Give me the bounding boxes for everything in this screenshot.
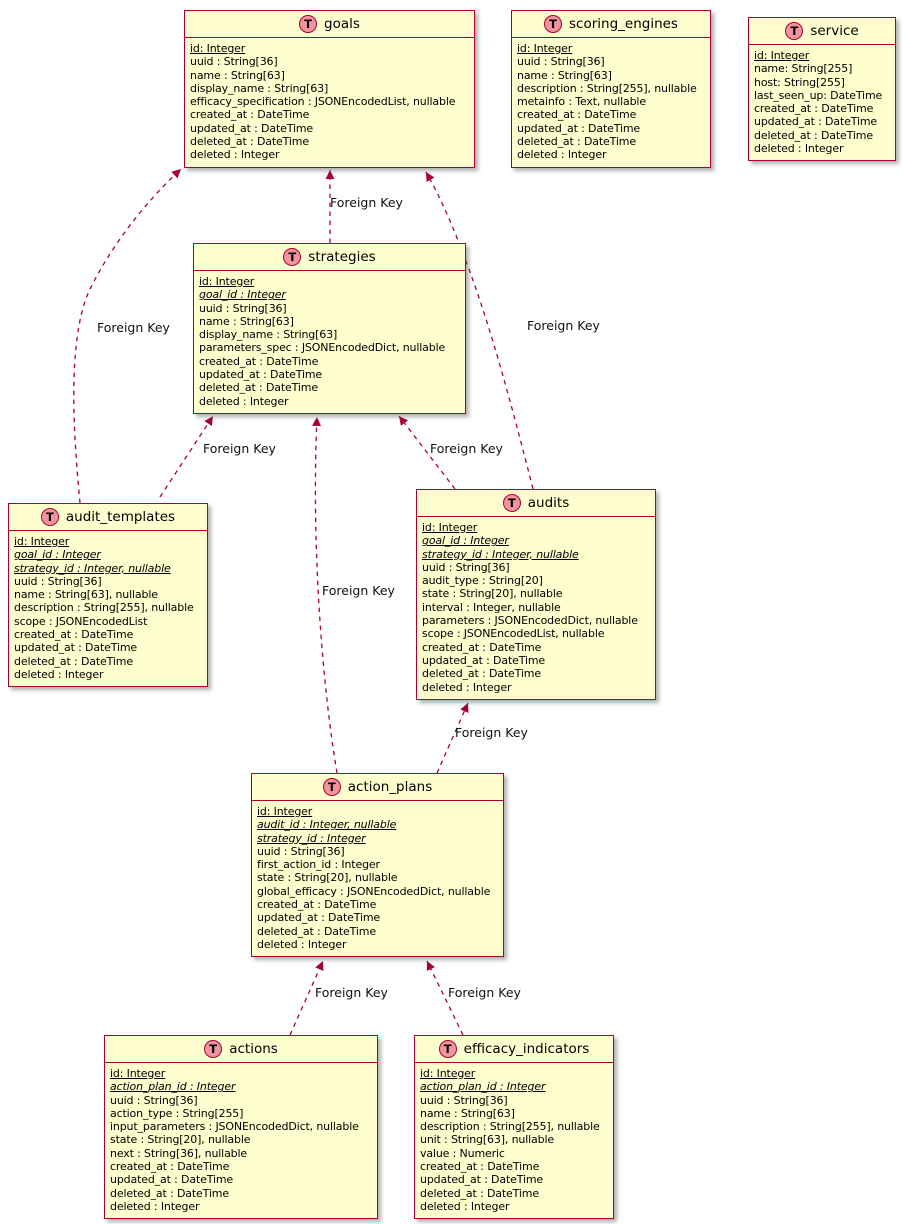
table-fields — [252, 801, 503, 956]
table-title: scoring_engines — [569, 16, 678, 32]
table-type-icon: T — [503, 494, 521, 512]
table-audit_templates — [8, 503, 208, 687]
field-row: unit : String[63], nullable — [420, 1133, 554, 1147]
table-title: strategies — [308, 249, 376, 265]
field-row: display_name : String[63] — [199, 328, 338, 342]
table-fields — [749, 45, 895, 160]
table-actions — [104, 1035, 378, 1219]
table-fields — [417, 517, 655, 699]
table-title: action_plans — [347, 779, 433, 795]
fk-label-efficacy_indicators-to-action_plans: Foreign Key — [448, 985, 521, 1000]
field-row: name : String[63], nullable — [14, 588, 158, 602]
field-row: created_at : DateTime — [110, 1160, 230, 1174]
field-row: deleted_at : DateTime — [422, 667, 541, 681]
field-row: value : Numeric — [420, 1146, 505, 1160]
field-row: created_at : DateTime — [420, 1160, 540, 1174]
field-row: strategy_id : Integer — [257, 831, 366, 845]
field-row: created_at : DateTime — [190, 108, 310, 122]
field-row: updated_at : DateTime — [422, 653, 546, 667]
table-fields — [512, 38, 710, 167]
field-row: name : String[63] — [420, 1106, 515, 1120]
table-header-audits — [417, 490, 655, 517]
field-row: uuid : String[36] — [199, 301, 287, 315]
fk-label-audits-to-strategies: Foreign Key — [430, 441, 503, 456]
field-row: deleted_at : DateTime — [754, 128, 873, 142]
fk-arrow-audit_templates-to-strategies — [160, 416, 213, 497]
table-header-strategies — [194, 244, 465, 271]
field-row: deleted : Integer — [422, 680, 512, 694]
field-row: id: Integer — [420, 1067, 476, 1080]
field-row: goal_id : Integer — [14, 548, 101, 562]
table-fields — [9, 531, 207, 686]
field-row: deleted : Integer — [199, 394, 289, 408]
field-row: strategy_id : Integer, nullable — [422, 547, 579, 561]
field-row: deleted : Integer — [754, 142, 844, 156]
table-header-action_plans — [252, 774, 503, 801]
field-row: id: Integer — [190, 42, 246, 55]
field-row: id: Integer — [14, 535, 70, 548]
table-strategies — [193, 243, 466, 414]
field-row: efficacy_specification : JSONEncodedList, nullable — [190, 95, 456, 109]
field-row: last_seen_up: DateTime — [754, 88, 883, 102]
field-row: deleted_at : DateTime — [420, 1186, 539, 1200]
field-row: created_at : DateTime — [14, 628, 134, 642]
fk-arrow-audit_templates-to-goals — [74, 169, 181, 503]
field-row: uuid : String[36] — [190, 55, 278, 69]
table-type-icon: T — [204, 1040, 222, 1058]
table-title: service — [810, 23, 859, 39]
table-header-goals — [185, 11, 474, 38]
field-row: uuid : String[36] — [422, 560, 510, 574]
field-row: updated_at : DateTime — [420, 1173, 544, 1187]
field-row: uuid : String[36] — [110, 1093, 198, 1107]
field-row: id: Integer — [257, 805, 313, 818]
field-row: name : String[63] — [199, 314, 294, 328]
field-row: deleted_at : DateTime — [190, 135, 309, 149]
field-row: created_at : DateTime — [754, 102, 874, 116]
table-fields — [415, 1063, 613, 1218]
field-row: created_at : DateTime — [422, 640, 542, 654]
field-row: id: Integer — [422, 521, 478, 534]
table-title: goals — [324, 16, 360, 32]
field-row: action_plan_id : Integer — [110, 1080, 236, 1094]
field-row: interval : Integer, nullable — [422, 600, 561, 614]
field-row: state : String[20], nullable — [110, 1133, 251, 1147]
table-header-service — [749, 18, 895, 45]
table-type-icon: T — [785, 22, 803, 40]
field-row: parameters_spec : JSONEncodedDict, nullable — [199, 341, 446, 355]
fk-label-action_plans-to-strategies: Foreign Key — [322, 583, 395, 598]
table-action_plans — [251, 773, 504, 957]
table-type-icon: T — [544, 15, 562, 33]
field-row: deleted : Integer — [517, 148, 607, 162]
fk-label-actions-to-action_plans: Foreign Key — [315, 985, 388, 1000]
field-row: state : String[20], nullable — [257, 871, 398, 885]
field-row: parameters : JSONEncodedDict, nullable — [422, 614, 638, 628]
field-row: state : String[20], nullable — [422, 587, 563, 601]
field-row: id: Integer — [199, 275, 255, 288]
field-row: description : String[255], nullable — [14, 601, 194, 615]
fk-label-audits-to-goals: Foreign Key — [527, 318, 600, 333]
field-row: updated_at : DateTime — [257, 911, 381, 925]
field-row: action_plan_id : Integer — [420, 1080, 546, 1094]
field-row: name : String[63] — [190, 68, 285, 82]
field-row: created_at : DateTime — [257, 898, 377, 912]
fk-label-action_plans-to-audits: Foreign Key — [455, 725, 528, 740]
field-row: updated_at : DateTime — [110, 1173, 234, 1187]
field-row: name : String[63] — [517, 68, 612, 82]
table-type-icon: T — [283, 248, 301, 266]
field-row: audit_id : Integer, nullable — [257, 818, 397, 832]
field-row: deleted : Integer — [14, 667, 104, 681]
field-row: strategy_id : Integer, nullable — [14, 561, 171, 575]
field-row: updated_at : DateTime — [14, 641, 138, 655]
field-row: scope : JSONEncodedList — [14, 614, 148, 628]
field-row: first_action_id : Integer — [257, 858, 380, 872]
field-row: deleted : Integer — [420, 1199, 510, 1213]
field-row: id: Integer — [517, 42, 573, 55]
field-row: deleted_at : DateTime — [199, 381, 318, 395]
field-row: deleted : Integer — [110, 1199, 200, 1213]
table-type-icon: T — [323, 778, 341, 796]
table-audits — [416, 489, 656, 700]
table-fields — [194, 271, 465, 413]
field-row: uuid : String[36] — [257, 844, 345, 858]
table-header-efficacy_indicators — [415, 1036, 613, 1063]
table-header-actions — [105, 1036, 377, 1063]
field-row: name: String[255] — [754, 62, 853, 76]
fk-label-audit_templates-to-goals: Foreign Key — [97, 320, 170, 335]
field-row: audit_type : String[20] — [422, 574, 543, 588]
table-title: audits — [527, 495, 570, 511]
field-row: host: String[255] — [754, 75, 845, 89]
field-row: deleted_at : DateTime — [14, 654, 133, 668]
field-row: description : String[255], nullable — [517, 81, 697, 95]
field-row: display_name : String[63] — [190, 81, 329, 95]
table-header-scoring_engines — [512, 11, 710, 38]
field-row: uuid : String[36] — [420, 1093, 508, 1107]
field-row: description : String[255], nullable — [420, 1120, 600, 1134]
field-row: goal_id : Integer — [422, 534, 509, 548]
field-row: input_parameters : JSONEncodedDict, nullable — [110, 1120, 359, 1134]
field-row: goal_id : Integer — [199, 288, 286, 302]
table-title: audit_templates — [65, 509, 176, 525]
field-row: deleted_at : DateTime — [517, 135, 636, 149]
table-type-icon: T — [41, 508, 59, 526]
field-row: deleted : Integer — [257, 937, 347, 951]
table-goals — [184, 10, 475, 168]
field-row: deleted_at : DateTime — [257, 924, 376, 938]
field-row: updated_at : DateTime — [199, 368, 323, 382]
field-row: action_type : String[255] — [110, 1106, 244, 1120]
table-fields — [105, 1063, 377, 1218]
field-row: created_at : DateTime — [517, 108, 637, 122]
table-type-icon: T — [299, 15, 317, 33]
table-scoring_engines — [511, 10, 711, 168]
field-row: updated_at : DateTime — [190, 121, 314, 135]
field-row: updated_at : DateTime — [517, 121, 641, 135]
fk-label-strategies-to-goals: Foreign Key — [330, 195, 403, 210]
field-row: uuid : String[36] — [14, 574, 102, 588]
field-row: uuid : String[36] — [517, 55, 605, 69]
field-row: scope : JSONEncodedList, nullable — [422, 627, 605, 641]
field-row: global_efficacy : JSONEncodedDict, nullable — [257, 884, 491, 898]
table-header-audit_templates — [9, 504, 207, 531]
field-row: updated_at : DateTime — [754, 115, 878, 129]
table-fields — [185, 38, 474, 167]
field-row: next : String[36], nullable — [110, 1146, 248, 1160]
table-type-icon: T — [439, 1040, 457, 1058]
field-row: deleted : Integer — [190, 148, 280, 162]
table-efficacy_indicators — [414, 1035, 614, 1219]
field-row: created_at : DateTime — [199, 354, 319, 368]
field-row: id: Integer — [754, 49, 810, 62]
fk-label-audit_templates-to-strategies: Foreign Key — [203, 441, 276, 456]
table-title: efficacy_indicators — [463, 1041, 590, 1057]
field-row: deleted_at : DateTime — [110, 1186, 229, 1200]
field-row: id: Integer — [110, 1067, 166, 1080]
table-title: actions — [229, 1041, 278, 1057]
table-service — [748, 17, 896, 161]
field-row: metainfo : Text, nullable — [517, 95, 646, 109]
